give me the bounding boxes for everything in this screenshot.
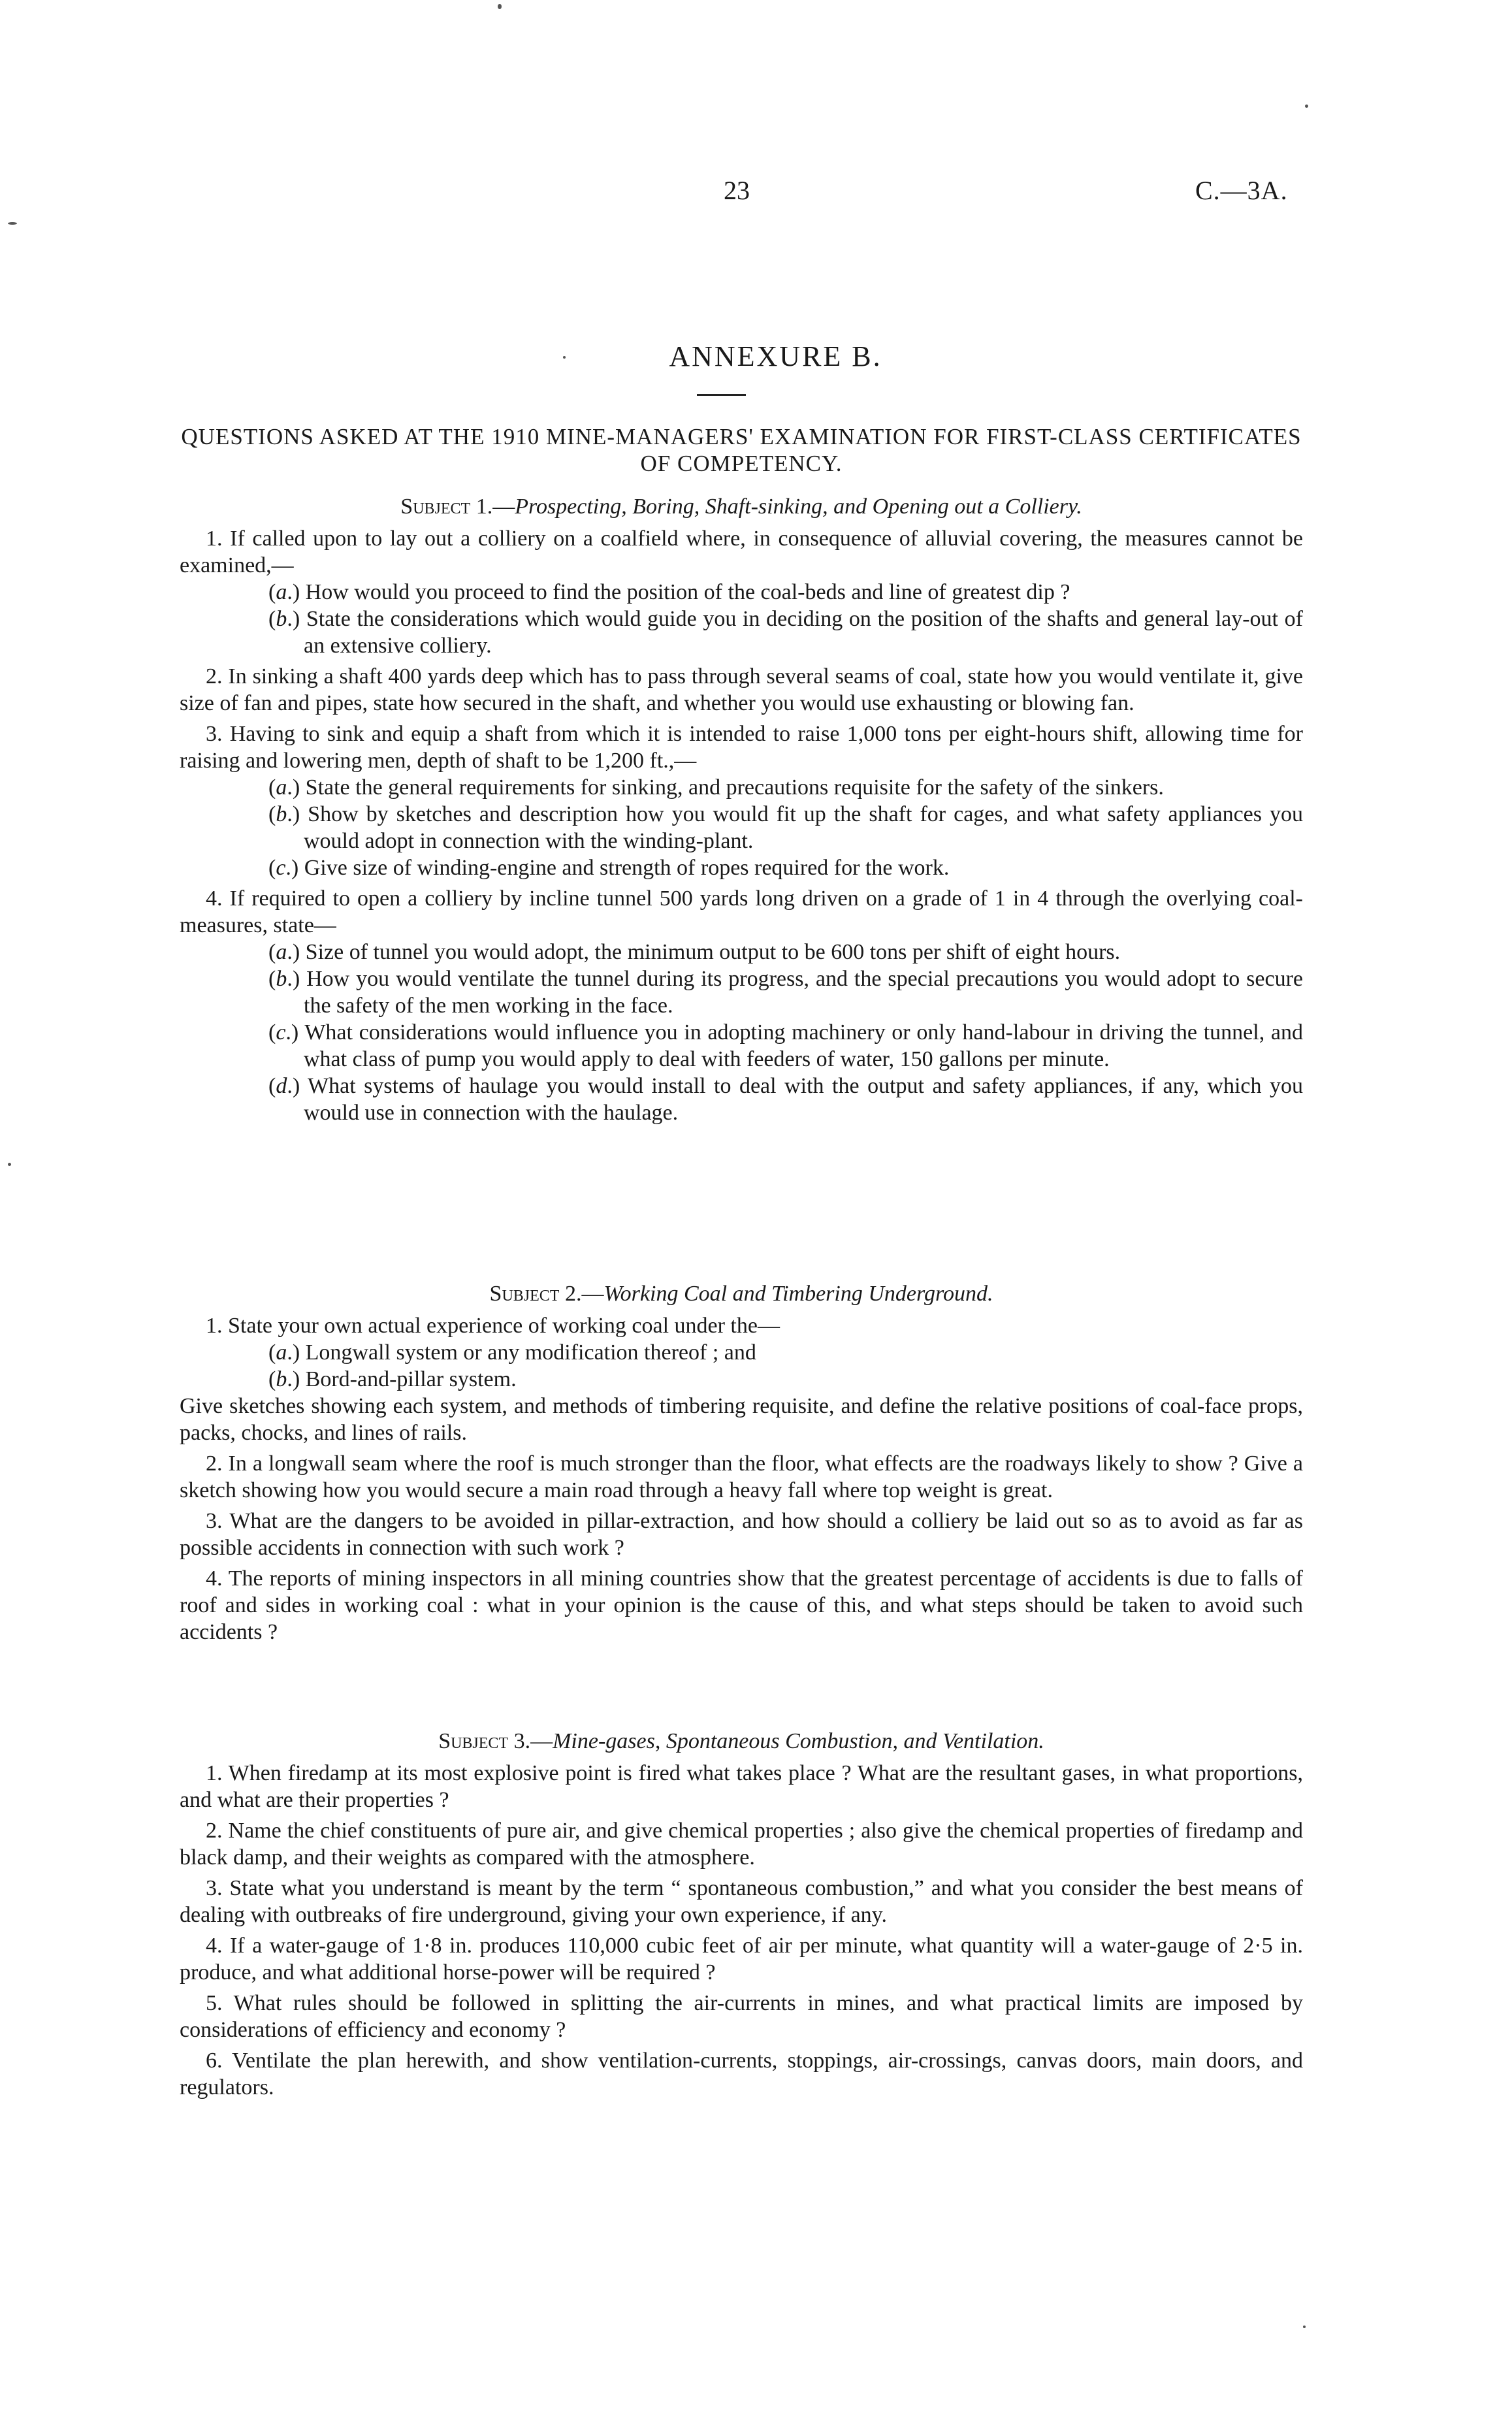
question-3-4: 4. If a water-gauge of 1·8 in. produces 110,000 cubic feet of air per minute, what quantity will a water-gauge of 2·5 in. produce, and what additional horse-power will be required ? — [180, 1934, 1303, 1985]
sub-question: (a.) How would you proceed to find the position of the coal-beds and line of greatest dip ? — [268, 580, 1070, 604]
subject-3-heading — [180, 1728, 1303, 1755]
subject-1-section — [180, 493, 1303, 1126]
question-2-4: 4. The reports of mining inspectors in all mining countries show that the greatest percentage of accidents is due to falls of roof and sides in working coal : what in your opinion is the cause of this, and what steps should be taken to avoid such accidents ? — [180, 1566, 1303, 1644]
subject-2-label: Subject 2.— — [489, 1282, 604, 1306]
question-3-2: 2. Name the chief constituents of pure air, and give chemical properties ; also give the chemical properties of firedamp and black damp, and their weights as compared with the atmosphere. — [180, 1819, 1303, 1870]
subject-1-label: Subject 1.— — [400, 494, 515, 519]
main-heading: QUESTIONS ASKED AT THE 1910 MINE-MANAGERS' EXAMINATION FOR FIRST-CLASS CERTIFICATES OF COMPETENCY. — [181, 424, 1302, 476]
question-1-3: 3. Having to sink and equip a shaft from which it is intended to raise 1,000 tons per eight-hours shift, allowing time for raising and lowering men, depth of shaft to be 1,200 ft.,— — [180, 722, 1303, 773]
title-rule — [697, 394, 746, 396]
subject-1-title: Prospecting, Boring, Shaft-sinking, and Opening out a Colliery. — [515, 494, 1082, 519]
subject-2-heading — [180, 1280, 1303, 1307]
question-2-1-continuation: Give sketches showing each system, and methods of timbering requisite, and define the relative positions of coal-face props, packs, chocks, and lines of rails. — [180, 1394, 1303, 1445]
sub-question: (b.) State the considerations which would guide you in deciding on the position of the shafts and general lay-out of an extensive colliery. — [268, 607, 1303, 658]
sub-question: (a.) Size of tunnel you would adopt, the minimum output to be 600 tons per shift of eight hours. — [268, 940, 1121, 964]
sub-question: (c.) Give size of winding-engine and strength of ropes required for the work. — [268, 856, 950, 880]
scan-speck — [563, 356, 566, 359]
subject-3-label: Subject 3.— — [438, 1729, 553, 1753]
sub-question: (b.) Bord-and-pillar system. — [268, 1367, 517, 1391]
question-1-2: 2. In sinking a shaft 400 yards deep which has to pass through several seams of coal, state how you would ventilate it, give size of fan and pipes, state how secured in the shaft, and whether you would use exhausting or blowing fan. — [180, 664, 1303, 715]
question-3-6: 6. Ventilate the plan herewith, and show ventilation-currents, stoppings, air-crossings, canvas doors, main doors, and regulators. — [180, 2049, 1303, 2099]
sub-question: (c.) What considerations would influence you in adopting machinery or only hand-labour in driving the tunnel, and what class of pump you would apply to deal with feeders of water, 150 gallons per minute. — [268, 1020, 1303, 1071]
question-2-1: 1. State your own actual experience of working coal under the— — [206, 1314, 780, 1338]
question-1-4: 4. If required to open a colliery by incline tunnel 500 yards long driven on a grade of 1 in 4 through the overlying coal-measures, state— — [180, 886, 1303, 937]
subject-3-title: Mine-gases, Spontaneous Combustion, and Ventilation. — [553, 1729, 1044, 1753]
scan-speck — [498, 4, 502, 9]
question-2-3: 3. What are the dangers to be avoided in pillar-extraction, and how should a colliery be laid out so as to avoid as far as possible accidents in connection with such work ? — [180, 1509, 1303, 1560]
question-3-5: 5. What rules should be followed in splitting the air-currents in mines, and what practical limits are imposed by considerations of efficiency and economy ? — [180, 1991, 1303, 2042]
question-1-1: 1. If called upon to lay out a colliery on a coalfield where, in consequence of alluvial covering, the measures cannot be examined,— — [180, 527, 1303, 577]
annexure-title: ANNEXURE B. — [669, 340, 882, 372]
question-3-3: 3. State what you understand is meant by the term “ spontaneous combustion,” and what you consider the best means of dealing with outbreaks of fire underground, giving your own experience, if any. — [180, 1876, 1303, 1927]
sub-question: (b.) How you would ventilate the tunnel during its progress, and the special precautions you would adopt to secure the safety of the men working in the face. — [268, 967, 1303, 1018]
scan-speck — [8, 1163, 11, 1166]
sub-question: (d.) What systems of haulage you would install to deal with the output and safety appliances, if any, which you would use in connection with the haulage. — [268, 1074, 1303, 1125]
subject-3-section — [180, 1728, 1303, 2101]
subject-2-section — [180, 1280, 1303, 1645]
sub-question: (a.) Longwall system or any modification thereof ; and — [268, 1340, 756, 1365]
document-reference: C.—3A. — [1195, 176, 1288, 205]
subject-2-title: Working Coal and Timbering Underground. — [603, 1282, 993, 1306]
question-3-1: 1. When firedamp at its most explosive point is fired what takes place ? What are the resultant gases, in what proportions, and what are their properties ? — [180, 1761, 1303, 1812]
page-number: 23 — [724, 176, 750, 205]
sub-question: (b.) Show by sketches and description how you would fit up the shaft for cages, and what safety appliances you would adopt in connection with the winding-plant. — [268, 802, 1303, 853]
scan-speck — [1303, 2326, 1306, 2328]
question-2-2: 2. In a longwall seam where the roof is much stronger than the floor, what effects are the roadways likely to show ? Give a sketch showing how you would secure a main road through a heavy fall where top weight is great. — [180, 1451, 1303, 1502]
sub-question: (a.) State the general requirements for sinking, and precautions requisite for the safety of the sinkers. — [268, 775, 1164, 800]
scan-speck — [8, 222, 17, 225]
scan-speck — [1305, 105, 1308, 108]
subject-1-heading — [180, 493, 1303, 520]
